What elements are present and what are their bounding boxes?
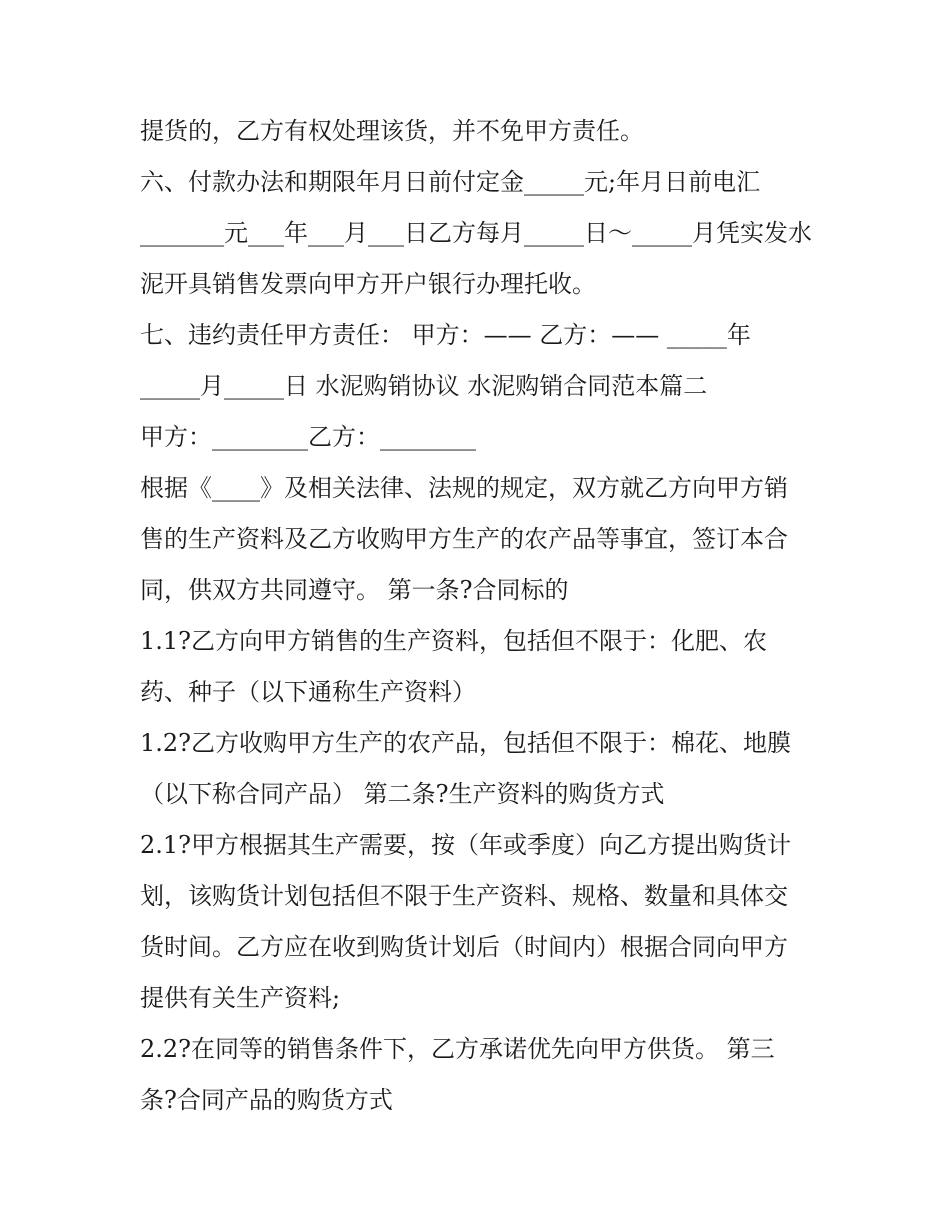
text-line: 提供有关生产资料; [140,984,341,1012]
text-line: 条?合同产品的购货方式 [140,1086,393,1114]
text-line: 2.2?在同等的销售条件下，乙方承诺优先向甲方供货。 第三 [140,1035,775,1063]
text-line: 同，供双方共同遵守。 第一条?合同标的 [140,576,569,604]
text-line: 根据《____》及相关法律、法规的规定，双方就乙方向甲方销 [140,474,788,502]
text-line: 提货的，乙方有权处理该货，并不免甲方责任。 [140,117,644,145]
text-line: 划，该购货计划包括但不限于生产资料、规格、数量和具体交 [140,882,788,910]
text-line: 甲方：________乙方：________ [140,423,476,451]
document-body [140,106,830,1126]
text-line: 七、违约责任甲方责任： 甲方：—— 乙方：—— _____年 [140,321,751,349]
text-line: 售的生产资料及乙方收购甲方生产的农产品等事宜，签订本合 [140,525,788,553]
text-line: 1.1?乙方向甲方销售的生产资料，包括但不限于：化肥、农 [140,627,768,655]
text-line: 货时间。乙方应在收到购货计划后（时间内）根据合同向甲方 [140,933,788,961]
text-line: 药、种子（以下通称生产资料） [140,678,476,706]
text-line: 六、付款办法和期限年月日前付定金_____元;年月日前电汇 [140,168,761,196]
text-line: 2.1?甲方根据其生产需要，按（年或季度）向乙方提出购货计 [140,831,792,859]
text-line: 泥开具销售发票向甲方开户银行办理托收。 [140,270,596,298]
text-line: _____月_____日 水泥购销协议 水泥购销合同范本篇二 [140,372,708,400]
text-line: 1.2?乙方收购甲方生产的农产品，包括但不限于：棉花、地膜 [140,729,792,757]
text-line: （以下称合同产品） 第二条?生产资料的购货方式 [140,780,665,808]
text-line: _______元___年___月___日乙方每月_____日～_____月凭实发水 [140,219,812,247]
